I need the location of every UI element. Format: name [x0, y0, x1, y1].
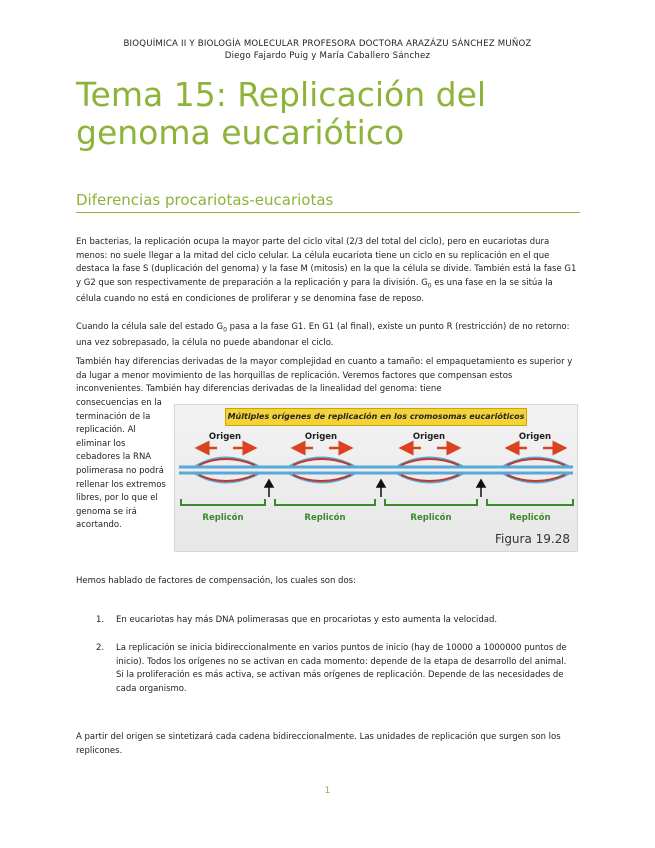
paragraph-1: En bacterias, la replicación ocupa la mayor parte del ciclo vital (2/3 del total del ciclo), pero en eucariotas dura menos: no suele llegar a la mitad del ciclo celular. La célula eucariota tiene un ciclo en su replicación en el que destaca la fase S (duplicación del genoma) y la fase M (mitosis) en la que la célula se divide. También está la fase G1 y G2 que son respectivamente de preparación a la replicación y para la división. $G_0$ es una fase en la se sitúa la célula cuando no está en condiciones de proliferar y se denomina fase de reposo. [76, 237, 577, 305]
termination-arrows [265, 480, 485, 497]
list-text: La replicación se inicia bidireccionalmente en varios puntos de inicio (hay de 10000 a 1000000 puntos de inicio). Todos los orígenes no se activan en cada momento: depende de la etapa de desarrollo del animal. Si la proliferación es más activa, se activan más orígenes de replicación. Depende de las necesidades de cada organismo. [116, 643, 567, 694]
replication-origins-figure [174, 404, 578, 552]
replicon-label-2: Replicón [304, 513, 346, 523]
origin-label-2: Origen [304, 432, 338, 442]
origin-label-1: Origen [208, 432, 242, 442]
paragraph-5: A partir del origen se sintetizará cada cadena bidireccionalmente. Las unidades de replicación que surgen son los replicones. [76, 732, 561, 756]
replicon-label-3: Replicón [410, 513, 452, 523]
list-number: 2. [96, 643, 105, 653]
replicon-brackets [181, 499, 573, 505]
paragraph-2: Cuando la célula sale del estado $G_0$ pasa a la fase G1. En G1 (al final), existe un punto R (restricción) de no retorno: una vez sobrepasado, la célula no puede abandonar el ciclo. [76, 322, 570, 349]
origin-label-4: Origen [518, 432, 552, 442]
paragraph-3: También hay diferencias derivadas de la mayor complejidad en cuanto a tamaño: el empaquetamiento es superior y da lugar a menor movimiento de las horquillas de replicación. Veremos factores que compensan estos inconvenientes. También hay diferencias derivadas de la linealidad del genoma: tiene [76, 357, 573, 395]
figure-header: Múltiples orígenes de replicación en los cromosomas eucarióticos [225, 408, 527, 426]
page-number: 1 [324, 786, 331, 796]
document-header [0, 38, 655, 62]
dna-strands [179, 458, 573, 482]
section-divider [76, 212, 580, 213]
page-title: Tema 15: Replicación del genoma eucariótico [76, 75, 487, 152]
header-authors-line: Diego Fajardo Puig y María Caballero Sánchez [224, 51, 431, 61]
paragraph-3-side: consecuencias en la terminación de la replicación. Al eliminar los cebadores la RNA polimerasa no podrá rellenar los extremos libres, por lo que el genoma se irá acortando. [76, 398, 166, 531]
replicon-label-1: Replicón [202, 513, 244, 523]
origin-label-3: Origen [412, 432, 446, 442]
section-title: Diferencias procariotas-eucariotas [76, 191, 334, 209]
list-text: En eucariotas hay más DNA polimerasas que en procariotas y esto aumenta la velocidad. [116, 615, 498, 625]
header-course-line: BIOQUÍMICA II Y BIOLOGÍA MOLECULAR PROFESORA DOCTORA ARAZÁZU SÁNCHEZ MUÑOZ [123, 39, 532, 49]
figure-caption: Figura 19.28 [494, 532, 570, 546]
list-number: 1. [96, 615, 105, 625]
paragraph-4: Hemos hablado de factores de compensación, los cuales son dos: [76, 576, 356, 586]
replicon-label-4: Replicón [509, 513, 551, 523]
figure-diagram [175, 405, 577, 551]
